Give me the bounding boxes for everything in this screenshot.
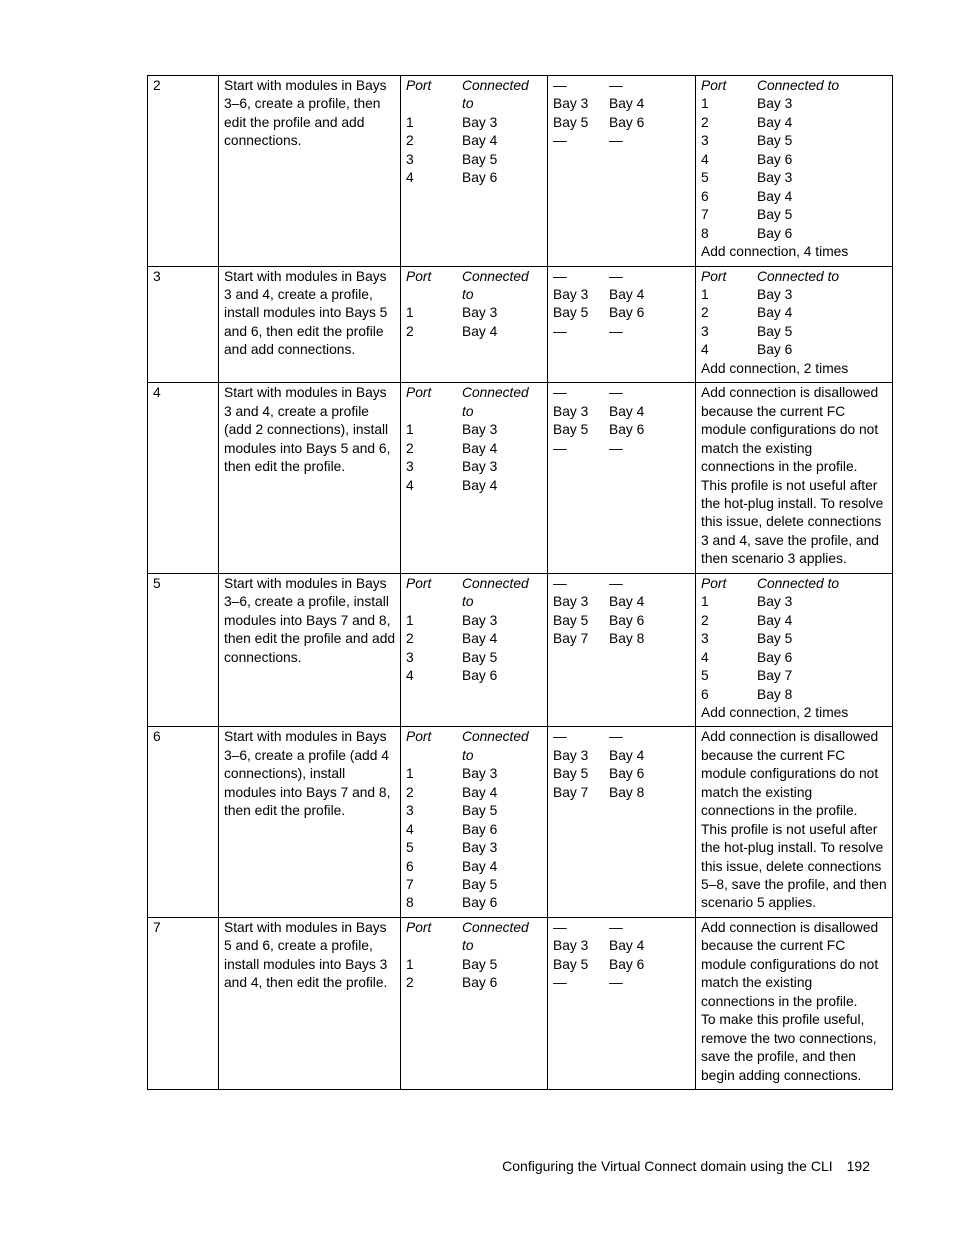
port-header: Port: [701, 575, 727, 591]
connected-bay: Bay 4: [757, 612, 793, 628]
bays-grid: [553, 919, 691, 993]
scenario-number-cell: [148, 573, 219, 727]
scenario-description: Start with modules in Bays 3–6, create a profile, install modules into Bays 7 and 8, then edit the profile and add connections.: [224, 575, 396, 665]
bay-right: Bay 6: [609, 612, 645, 628]
scenario-number: 5: [153, 575, 161, 591]
port-number: 4: [406, 477, 414, 493]
port-number: 1: [406, 305, 414, 321]
port-number: 5: [406, 840, 414, 856]
bay-left: Bay 3: [553, 286, 589, 302]
connected-bay: Bay 3: [757, 286, 793, 302]
port-number: 3: [406, 803, 414, 819]
result-text: Add connection, 4 times: [701, 244, 849, 260]
bay-left: —: [553, 268, 567, 284]
port-number: 2: [701, 612, 709, 628]
connected-bay: Bay 3: [757, 594, 793, 610]
connected-bay: Bay 6: [757, 342, 793, 358]
port-header: Port: [406, 575, 432, 591]
connected-bay: Bay 3: [757, 96, 793, 112]
connected-to-header: Connected to: [757, 268, 840, 284]
scenario-description: Start with modules in Bays 5 and 6, create a profile, install modules into Bays 3 and 4, then edit the profile.: [224, 919, 388, 991]
scenario-description: Start with modules in Bays 3 and 4, create a profile (add 2 connections), install modules into Bays 5 and 6, then edit the profile.: [224, 385, 391, 475]
port-number: 3: [701, 631, 709, 647]
connected-bay: Bay 4: [462, 133, 498, 149]
result-text: Add connection is disallowed because the current FC module configurations do not match the existing connections in the profile.: [701, 729, 879, 819]
connected-bay: Bay 3: [462, 459, 498, 475]
connections-cell: [401, 383, 548, 574]
connected-bay: Bay 5: [757, 207, 793, 223]
port-number: 4: [701, 151, 709, 167]
bays-grid: [553, 728, 691, 802]
port-number: 1: [701, 286, 709, 302]
connected-bay: Bay 5: [757, 133, 793, 149]
result-cell: [696, 573, 893, 727]
bay-left: Bay 3: [553, 747, 589, 763]
connected-bay: Bay 3: [462, 612, 498, 628]
connected-to-header: Connected to: [462, 268, 529, 302]
bay-right: Bay 8: [609, 631, 645, 647]
port-header: Port: [406, 268, 432, 284]
scenario-number-cell: [148, 917, 219, 1089]
connections-grid: [406, 268, 543, 342]
table-row: [148, 266, 893, 383]
scenario-table: [147, 75, 893, 1090]
scenario-description: Start with modules in Bays 3 and 4, create a profile, install modules into Bays 5 and 6, then edit the profile and add connections.: [224, 268, 388, 358]
port-number: 1: [406, 612, 414, 628]
bays-cell: [548, 76, 696, 267]
result-cell: [696, 727, 893, 918]
connected-bay: Bay 4: [462, 858, 498, 874]
scenario-description: Start with modules in Bays 3–6, create a profile, then edit the profile and add connections.: [224, 78, 387, 149]
result-connections-grid: [701, 575, 888, 704]
bay-left: —: [553, 575, 567, 591]
bay-left: —: [553, 440, 567, 456]
port-number: 7: [701, 207, 709, 223]
bay-right: Bay 6: [609, 422, 645, 438]
port-number: 4: [701, 342, 709, 358]
bay-left: Bay 5: [553, 612, 589, 628]
port-number: 2: [701, 305, 709, 321]
port-header: Port: [406, 919, 432, 935]
scenario-number-cell: [148, 727, 219, 918]
connected-bay: Bay 4: [462, 477, 498, 493]
bays-cell: [548, 573, 696, 727]
connected-bay: Bay 8: [757, 686, 793, 702]
connections-cell: [401, 917, 548, 1089]
result-connections-grid: [701, 268, 888, 360]
port-number: 2: [701, 114, 709, 130]
result-cell: [696, 266, 893, 383]
connected-bay: Bay 5: [757, 323, 793, 339]
port-number: 3: [701, 133, 709, 149]
result-text: Add connection is disallowed because the current FC module configurations do not match the existing connections in the profile.: [701, 385, 879, 475]
bay-right: —: [609, 323, 623, 339]
port-header: Port: [701, 78, 727, 93]
bay-right: —: [609, 385, 623, 401]
port-number: 5: [701, 668, 709, 684]
connected-bay: Bay 3: [462, 766, 498, 782]
bays-grid: [553, 575, 691, 649]
port-number: 1: [406, 422, 414, 438]
connected-bay: Bay 7: [757, 668, 793, 684]
port-number: 3: [701, 323, 709, 339]
port-number: 4: [406, 821, 414, 837]
bay-right: —: [609, 133, 623, 149]
bay-left: —: [553, 729, 567, 745]
bay-left: Bay 5: [553, 114, 589, 130]
port-number: 5: [701, 170, 709, 186]
bay-right: —: [609, 919, 623, 935]
connected-to-header: Connected to: [462, 385, 529, 419]
bay-left: —: [553, 78, 567, 93]
result-cell: [696, 383, 893, 574]
connected-bay: Bay 6: [757, 151, 793, 167]
port-number: 6: [406, 858, 414, 874]
table-row: [148, 573, 893, 727]
scenario-number-cell: [148, 383, 219, 574]
bay-right: Bay 8: [609, 784, 645, 800]
bays-grid: [553, 384, 691, 458]
scenario-description-cell: [219, 76, 401, 267]
connected-bay: Bay 5: [757, 631, 793, 647]
bay-right: Bay 4: [609, 403, 645, 419]
result-connections-grid: [701, 77, 888, 243]
port-number: 4: [406, 170, 414, 186]
connections-cell: [401, 727, 548, 918]
port-number: 1: [406, 956, 414, 972]
scenario-number: 3: [153, 268, 161, 284]
scenario-number: 4: [153, 385, 161, 401]
bays-cell: [548, 383, 696, 574]
bay-left: —: [553, 919, 567, 935]
port-number: 8: [406, 895, 414, 911]
connected-bay: Bay 4: [462, 784, 498, 800]
result-cell: [696, 917, 893, 1089]
connected-bay: Bay 3: [757, 170, 793, 186]
connected-bay: Bay 6: [462, 170, 498, 186]
result-cell: [696, 76, 893, 267]
bay-right: —: [609, 975, 623, 991]
table-row: [148, 383, 893, 574]
bays-grid: [553, 268, 691, 342]
result-text: Add connection, 2 times: [701, 360, 849, 376]
connected-bay: Bay 5: [462, 877, 498, 893]
connected-bay: Bay 5: [462, 649, 498, 665]
result-note: This profile is not useful after the hot-plug install. To resolve this issue, delete connections 5–8, save the profile, and then scenario 5 applies.: [701, 821, 887, 911]
bay-left: Bay 3: [553, 938, 589, 954]
connected-bay: Bay 5: [462, 956, 498, 972]
port-number: 1: [406, 766, 414, 782]
connected-bay: Bay 6: [462, 975, 498, 991]
connections-grid: [406, 919, 543, 993]
result-text: Add connection, 2 times: [701, 704, 849, 720]
bay-right: Bay 6: [609, 305, 645, 321]
connected-bay: Bay 4: [757, 305, 793, 321]
bay-left: Bay 5: [553, 956, 589, 972]
connected-to-header: Connected to: [462, 919, 529, 954]
bays-cell: [548, 917, 696, 1089]
bay-right: —: [609, 729, 623, 745]
connected-bay: Bay 4: [757, 188, 793, 204]
port-number: 8: [701, 225, 709, 241]
connected-to-header: Connected to: [462, 78, 529, 112]
bay-left: Bay 3: [553, 594, 589, 610]
scenario-description-cell: [219, 573, 401, 727]
bay-right: Bay 4: [609, 594, 645, 610]
scenario-number: 2: [153, 78, 161, 93]
connections-grid: [406, 575, 543, 686]
result-note: To make this profile useful, remove the two connections, save the profile, and then begin adding connections.: [701, 1012, 877, 1083]
connected-to-header: Connected to: [462, 575, 529, 610]
port-number: 1: [701, 594, 709, 610]
bay-left: Bay 7: [553, 631, 589, 647]
connected-bay: Bay 5: [462, 803, 498, 819]
connected-bay: Bay 6: [462, 821, 498, 837]
bays-cell: [548, 727, 696, 918]
scenario-description-cell: [219, 917, 401, 1089]
bay-right: Bay 4: [609, 747, 645, 763]
connected-bay: Bay 6: [462, 895, 498, 911]
port-number: 3: [406, 649, 414, 665]
port-number: 2: [406, 784, 414, 800]
bay-right: Bay 6: [609, 766, 645, 782]
scenario-description-cell: [219, 266, 401, 383]
scenario-description-cell: [219, 727, 401, 918]
scenario-number: 6: [153, 729, 161, 745]
connections-cell: [401, 573, 548, 727]
bay-left: Bay 5: [553, 422, 589, 438]
port-number: 4: [701, 649, 709, 665]
bay-right: —: [609, 78, 623, 93]
port-number: 2: [406, 133, 414, 149]
page-number: 192: [846, 1158, 870, 1174]
connections-grid: [406, 728, 543, 913]
connections-grid: [406, 384, 543, 495]
scenario-number: 7: [153, 919, 161, 935]
connected-bay: Bay 3: [462, 305, 498, 321]
bay-left: —: [553, 133, 567, 149]
scenario-number-cell: [148, 266, 219, 383]
port-header: Port: [701, 268, 727, 284]
bay-right: Bay 6: [609, 956, 645, 972]
connected-bay: Bay 6: [462, 668, 498, 684]
bay-left: Bay 5: [553, 305, 589, 321]
port-header: Port: [406, 385, 432, 401]
connected-to-header: Connected to: [757, 78, 840, 93]
port-number: 2: [406, 440, 414, 456]
port-number: 3: [406, 151, 414, 167]
table-row: [148, 917, 893, 1089]
bays-cell: [548, 266, 696, 383]
port-number: 2: [406, 975, 414, 991]
table-row: [148, 727, 893, 918]
bay-left: Bay 5: [553, 766, 589, 782]
footer-title: Configuring the Virtual Connect domain using the CLI: [502, 1158, 833, 1174]
scenario-number-cell: [148, 76, 219, 267]
connected-bay: Bay 6: [757, 649, 793, 665]
port-number: 1: [406, 114, 414, 130]
bay-right: Bay 4: [609, 286, 645, 302]
connected-bay: Bay 4: [757, 114, 793, 130]
port-number: 2: [406, 631, 414, 647]
table-row: [148, 76, 893, 267]
bay-left: —: [553, 323, 567, 339]
connected-bay: Bay 4: [462, 440, 498, 456]
connections-cell: [401, 266, 548, 383]
bay-left: Bay 3: [553, 96, 589, 112]
connections-grid: [406, 77, 543, 188]
connected-bay: Bay 3: [462, 114, 498, 130]
connected-to-header: Connected to: [757, 575, 840, 591]
bay-left: Bay 7: [553, 784, 589, 800]
port-number: 3: [406, 459, 414, 475]
scenario-description: Start with modules in Bays 3–6, create a profile (add 4 connections), install modules into Bays 7 and 8, then edit the profile.: [224, 729, 391, 819]
bays-grid: [553, 77, 691, 151]
port-number: 1: [701, 96, 709, 112]
bay-left: —: [553, 975, 567, 991]
connected-bay: Bay 3: [462, 422, 498, 438]
port-number: 4: [406, 668, 414, 684]
bay-right: Bay 4: [609, 938, 645, 954]
connected-bay: Bay 6: [757, 225, 793, 241]
bay-left: —: [553, 385, 567, 401]
bay-right: —: [609, 268, 623, 284]
bay-right: —: [609, 575, 623, 591]
page-footer: [502, 1158, 870, 1174]
connected-bay: Bay 3: [462, 840, 498, 856]
port-header: Port: [406, 729, 432, 745]
port-number: 6: [701, 188, 709, 204]
bay-right: Bay 6: [609, 114, 645, 130]
connected-bay: Bay 4: [462, 631, 498, 647]
connected-bay: Bay 5: [462, 151, 498, 167]
scenario-description-cell: [219, 383, 401, 574]
port-number: 6: [701, 686, 709, 702]
bay-left: Bay 3: [553, 403, 589, 419]
port-header: Port: [406, 78, 432, 93]
result-text: Add connection is disallowed because the current FC module configurations do not match the existing connections in the profile.: [701, 919, 879, 1009]
result-note: This profile is not useful after the hot-plug install. To resolve this issue, delete connections 3 and 4, save the profile, and then scenario 3 applies.: [701, 477, 884, 567]
port-number: 2: [406, 323, 414, 339]
port-number: 7: [406, 877, 414, 893]
connected-bay: Bay 4: [462, 323, 498, 339]
connected-to-header: Connected to: [462, 729, 529, 763]
bay-right: —: [609, 440, 623, 456]
connections-cell: [401, 76, 548, 267]
bay-right: Bay 4: [609, 96, 645, 112]
